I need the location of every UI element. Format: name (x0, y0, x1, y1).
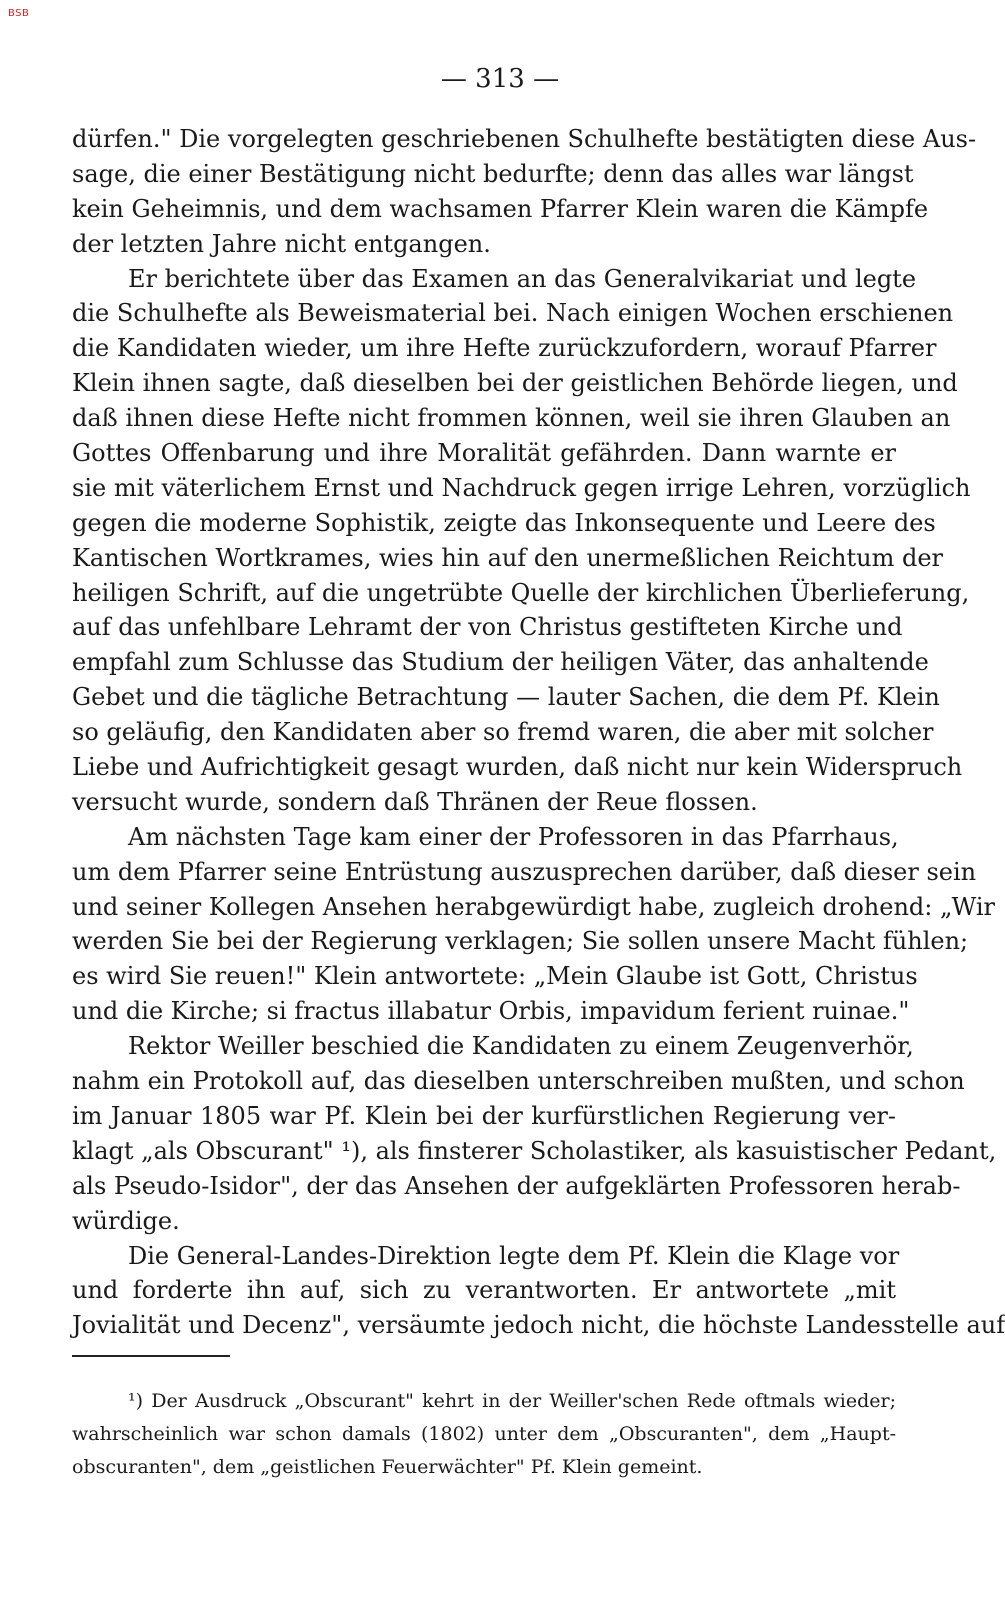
text-line: und die Kirche; si fractus illabatur Orbis, impavidum ferient ruinae." (72, 997, 910, 1026)
page-number: — 313 — (440, 64, 560, 94)
text-line: werden Sie bei der Regierung verklagen; Sie sollen unsere Macht fühlen; (72, 927, 969, 956)
text-line: als Pseudo-Isidor", der das Ansehen der aufgeklärten Professoren herab- (72, 1171, 961, 1200)
text-line: Gebet und die tägliche Betrachtung — lauter Sachen, die dem Pf. Klein (72, 683, 940, 712)
text-line: Er berichtete über das Examen an das Generalvikariat und legte (128, 264, 917, 293)
text-line: klagt „als Obscurant" ¹), als finsterer Scholastiker, als kasuistischer Pedant, (72, 1136, 997, 1165)
text-line: so geläufig, den Kandidaten aber so fremd waren, die aber mit solcher (72, 718, 934, 747)
footnote-line: ¹) Der Ausdruck „Obscurant" kehrt in der Weiller'schen Rede oftmals wieder; (128, 1390, 896, 1412)
library-mark: BSB (8, 8, 30, 19)
text-line: und forderte ihn auf, sich zu verantworten. Er antwortete „mit (72, 1276, 896, 1305)
text-line: Rektor Weiller beschied die Kandidaten zu einem Zeugenverhör, (128, 1032, 914, 1061)
footnotes (72, 1385, 896, 1484)
text-line: Die General-Landes-Direktion legte dem Pf. Klein die Klage vor (128, 1241, 900, 1270)
text-line: Kantischen Wortkrames, wies hin auf den unermeßlichen Reichtum der (72, 543, 943, 572)
text-line: der letzten Jahre nicht entgangen. (72, 229, 491, 258)
text-line: es wird Sie reuen!" Klein antwortete: „Mein Glaube ist Gott, Christus (72, 962, 918, 991)
text-line: Klein ihnen sagte, daß dieselben bei der geistlichen Behörde liegen, und (72, 369, 958, 398)
footnote-line: obscuranten", dem „geistlichen Feuerwächter" Pf. Klein gemeint. (72, 1456, 703, 1478)
text-line: Gottes Offenbarung und ihre Moralität gefährden. Dann warnte er (72, 439, 896, 468)
text-line: um dem Pfarrer seine Entrüstung auszusprechen darüber, daß dieser sein (72, 857, 977, 886)
text-line: dürfen." Die vorgelegten geschriebenen Schulhefte bestätigten diese Aus- (72, 125, 977, 153)
text-line: auf das unfehlbare Lehramt der von Christus gestifteten Kirche und (72, 613, 903, 642)
text-line: gegen die moderne Sophistik, zeigte das Inkonsequente und Leere des (72, 508, 936, 537)
text-line: kein Geheimnis, und dem wachsamen Pfarrer Klein waren die Kämpfe (72, 194, 929, 223)
main-text (72, 122, 1005, 1343)
text-line: empfahl zum Schlusse das Studium der heiligen Väter, das anhaltende (72, 648, 929, 677)
text-line: Liebe und Aufrichtigkeit gesagt wurden, daß nicht nur kein Widerspruch (72, 753, 963, 782)
text-line: nahm ein Protokoll auf, das dieselben unterschreiben mußten, und schon (72, 1067, 965, 1096)
text-line: würdige. (72, 1206, 180, 1235)
text-line: Am nächsten Tage kam einer der Professoren in das Pfarrhaus, (128, 822, 899, 851)
text-line: im Januar 1805 war Pf. Klein bei der kurfürstlichen Regierung ver- (72, 1101, 896, 1130)
text-line: daß ihnen diese Hefte nicht frommen können, weil sie ihren Glauben an (72, 404, 951, 433)
text-line: Jovialität und Decenz", versäumte jedoch nicht, die höchste Landesstelle auf (72, 1311, 1005, 1340)
text-line: die Schulhefte als Beweismaterial bei. Nach einigen Wochen erschienen (72, 299, 954, 328)
footnote-rule (72, 1355, 230, 1357)
text-line: die Kandidaten wieder, um ihre Hefte zurückzufordern, worauf Pfarrer (72, 334, 937, 363)
text-line: versucht wurde, sondern daß Thränen der Reue flossen. (72, 787, 758, 816)
text-line: sage, die einer Bestätigung nicht bedurfte; denn das alles war längst (72, 159, 914, 188)
footnote-line: wahrscheinlich war schon damals (1802) unter dem „Obscuranten", dem „Haupt- (72, 1423, 896, 1445)
text-line: sie mit väterlichem Ernst und Nachdruck gegen irrige Lehren, vorzüglich (72, 473, 971, 502)
text-line: und seiner Kollegen Ansehen herabgewürdigt habe, zugleich drohend: „Wir (72, 892, 995, 921)
text-line: heiligen Schrift, auf die ungetrübte Quelle der kirchlichen Überlieferung, (72, 578, 970, 607)
